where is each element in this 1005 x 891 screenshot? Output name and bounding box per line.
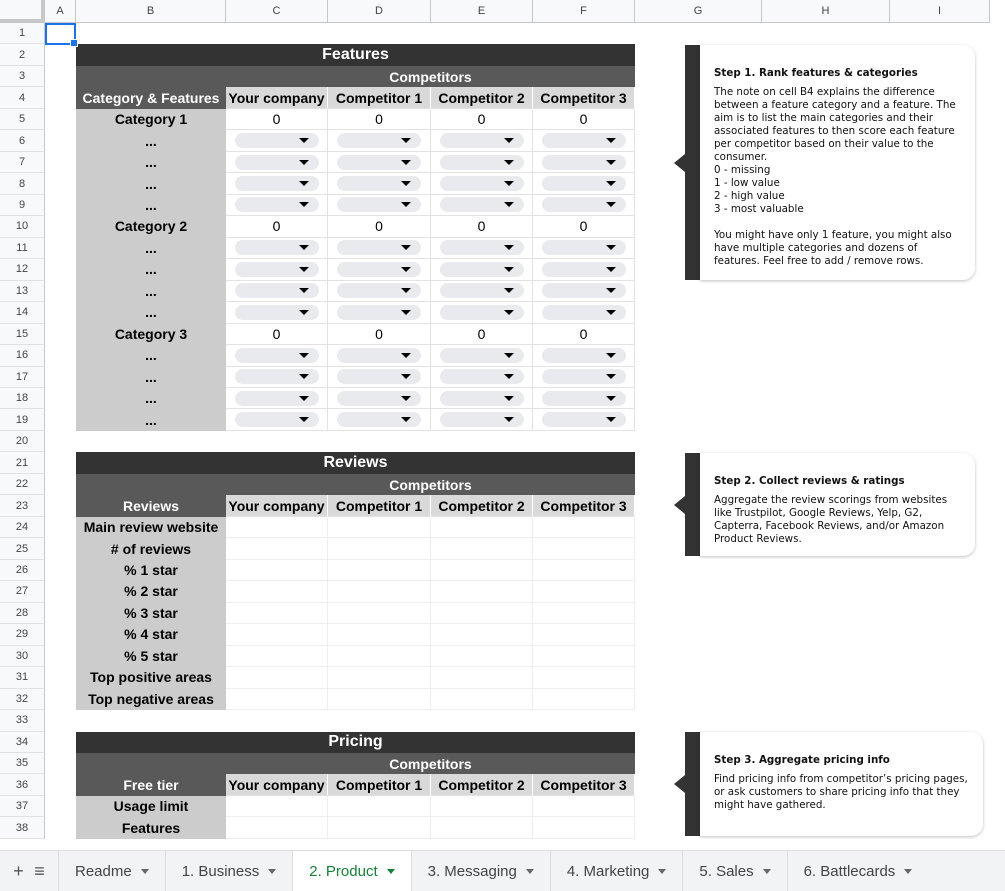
score-dropdown[interactable] <box>337 348 421 363</box>
row-header[interactable]: 7 <box>0 152 45 173</box>
metric-label[interactable]: Top positive areas <box>76 667 226 688</box>
sheet-tab[interactable] <box>682 851 786 891</box>
row-header[interactable]: 2 <box>0 44 45 65</box>
feature-score-cell[interactable] <box>533 388 635 409</box>
pointer-arrow-icon <box>674 496 685 514</box>
row-header[interactable]: 5 <box>0 109 45 130</box>
score-dropdown[interactable] <box>337 305 421 320</box>
category-score[interactable]: 0 <box>431 216 533 237</box>
row-header[interactable]: 20 <box>0 431 45 452</box>
value-cell[interactable] <box>431 581 533 602</box>
row-header[interactable]: 11 <box>0 238 45 259</box>
value-cell[interactable] <box>226 667 328 688</box>
sheet-tab-label: 2. Product <box>309 862 378 880</box>
category-score[interactable]: 0 <box>533 324 635 345</box>
value-cell[interactable] <box>226 517 328 538</box>
row-header[interactable]: 30 <box>0 646 45 667</box>
score-dropdown[interactable] <box>542 155 626 170</box>
category-score[interactable]: 0 <box>226 324 328 345</box>
feature-score-cell[interactable] <box>431 130 533 151</box>
feature-score-cell[interactable] <box>328 173 431 194</box>
value-cell[interactable] <box>533 689 635 710</box>
row-header-label: Free tier <box>76 774 226 795</box>
score-dropdown[interactable] <box>440 240 524 255</box>
row-header[interactable]: 33 <box>0 710 45 731</box>
feature-score-cell[interactable] <box>226 130 328 151</box>
score-dropdown[interactable] <box>542 176 626 191</box>
column-header-a[interactable]: A <box>45 0 76 23</box>
category-label[interactable]: Category 1 <box>76 109 226 130</box>
category-score[interactable]: 0 <box>328 216 431 237</box>
row-header[interactable]: 34 <box>0 732 45 753</box>
score-dropdown[interactable] <box>235 176 319 191</box>
category-score[interactable]: 0 <box>431 109 533 130</box>
value-cell[interactable] <box>226 646 328 667</box>
note-bar <box>685 732 700 836</box>
metric-label[interactable]: % 2 star <box>76 581 226 602</box>
competitor-column-header: Competitor 2 <box>431 87 533 108</box>
feature-score-cell[interactable] <box>431 302 533 323</box>
sheet-tab[interactable] <box>165 851 293 891</box>
metric-label[interactable]: Usage limit <box>76 796 226 817</box>
score-dropdown[interactable] <box>440 305 524 320</box>
competitors-label: Competitors <box>226 474 635 495</box>
value-cell[interactable] <box>533 538 635 559</box>
category-score[interactable]: 0 <box>328 324 431 345</box>
row-header[interactable]: 29 <box>0 624 45 645</box>
feature-label[interactable]: ... <box>76 238 226 259</box>
value-cell[interactable] <box>431 517 533 538</box>
value-cell[interactable] <box>431 560 533 581</box>
competitor-column-header: Competitor 2 <box>431 774 533 795</box>
feature-score-cell[interactable] <box>533 345 635 366</box>
value-cell[interactable] <box>533 646 635 667</box>
value-cell[interactable] <box>328 560 431 581</box>
feature-score-cell[interactable] <box>533 195 635 216</box>
score-dropdown[interactable] <box>337 176 421 191</box>
score-dropdown[interactable] <box>235 369 319 384</box>
competitor-column-header: Competitor 3 <box>533 87 635 108</box>
row-header[interactable]: 35 <box>0 753 45 774</box>
note-heading: Step 2. Collect reviews & ratings <box>714 475 905 487</box>
feature-label[interactable]: ... <box>76 173 226 194</box>
score-dropdown[interactable] <box>235 262 319 277</box>
score-dropdown[interactable] <box>440 283 524 298</box>
feature-label[interactable]: ... <box>76 281 226 302</box>
score-dropdown[interactable] <box>542 391 626 406</box>
value-cell[interactable] <box>328 624 431 645</box>
feature-score-cell[interactable] <box>431 259 533 280</box>
column-header-g[interactable]: G <box>635 0 762 23</box>
category-score[interactable]: 0 <box>533 216 635 237</box>
sheet-tab-bar <box>0 850 1005 891</box>
feature-score-cell[interactable] <box>226 195 328 216</box>
score-dropdown[interactable] <box>440 348 524 363</box>
value-cell[interactable] <box>533 796 635 817</box>
feature-score-cell[interactable] <box>431 367 533 388</box>
feature-score-cell[interactable] <box>431 173 533 194</box>
score-dropdown[interactable] <box>542 305 626 320</box>
note-bar <box>685 453 700 556</box>
score-dropdown[interactable] <box>440 133 524 148</box>
value-cell[interactable] <box>533 667 635 688</box>
metric-label[interactable]: % 3 star <box>76 603 226 624</box>
category-score[interactable]: 0 <box>328 109 431 130</box>
feature-score-cell[interactable] <box>431 195 533 216</box>
feature-score-cell[interactable] <box>226 281 328 302</box>
value-cell[interactable] <box>226 817 328 838</box>
value-cell[interactable] <box>226 560 328 581</box>
value-cell[interactable] <box>226 581 328 602</box>
score-dropdown[interactable] <box>440 391 524 406</box>
value-cell[interactable] <box>328 667 431 688</box>
value-cell[interactable] <box>431 689 533 710</box>
row-header[interactable]: 13 <box>0 281 45 302</box>
value-cell[interactable] <box>226 603 328 624</box>
feature-score-cell[interactable] <box>226 409 328 430</box>
row-header[interactable]: 26 <box>0 560 45 581</box>
note-body: The note on cell B4 explains the difference between a feature category and a feature. The aim is to list the main categories and their associated features to then score each feature per competitor based on their value to the consumer. 0 - missing 1 - low value 2 - high value 3 - most valuable You might have only 1 feature, you might also have multiple categories and dozens of features. Feel free to add / remove rows. <box>714 86 956 267</box>
row-header[interactable]: 6 <box>0 130 45 151</box>
sheet-tab[interactable] <box>58 851 165 891</box>
note-heading: Step 3. Aggregate pricing info <box>714 754 890 766</box>
score-dropdown[interactable] <box>542 348 626 363</box>
score-dropdown[interactable] <box>542 369 626 384</box>
value-cell[interactable] <box>226 624 328 645</box>
column-header-c[interactable]: C <box>226 0 328 23</box>
list-icon[interactable]: ≡ <box>34 860 45 881</box>
value-cell[interactable] <box>533 560 635 581</box>
row-header[interactable]: 37 <box>0 796 45 817</box>
note-step-1 <box>685 45 975 280</box>
value-cell[interactable] <box>328 603 431 624</box>
value-cell[interactable] <box>328 817 431 838</box>
row-header[interactable]: 36 <box>0 774 45 795</box>
feature-score-cell[interactable] <box>328 259 431 280</box>
feature-score-cell[interactable] <box>226 345 328 366</box>
feature-label[interactable]: ... <box>76 388 226 409</box>
score-dropdown[interactable] <box>337 155 421 170</box>
metric-label[interactable]: % 5 star <box>76 646 226 667</box>
note-bar <box>685 45 700 280</box>
score-dropdown[interactable] <box>542 240 626 255</box>
feature-score-cell[interactable] <box>226 367 328 388</box>
score-dropdown[interactable] <box>542 412 626 427</box>
competitor-column-header: Your company <box>226 87 328 108</box>
row-header[interactable]: 16 <box>0 345 45 366</box>
row-header[interactable]: 24 <box>0 517 45 538</box>
row-header-label: Reviews <box>76 495 226 516</box>
feature-score-cell[interactable] <box>328 409 431 430</box>
feature-label[interactable]: ... <box>76 367 226 388</box>
row-header[interactable]: 8 <box>0 173 45 194</box>
chevron-down-icon[interactable] <box>141 869 149 874</box>
score-dropdown[interactable] <box>235 283 319 298</box>
score-dropdown[interactable] <box>337 369 421 384</box>
score-dropdown[interactable] <box>337 133 421 148</box>
sheet-tab-label: 1. Business <box>181 862 260 880</box>
feature-score-cell[interactable] <box>328 367 431 388</box>
note-body: Find pricing info from competitor’s pricing pages, or ask customers to share pricing info that they might have gathered. <box>714 773 968 811</box>
score-dropdown[interactable] <box>337 197 421 212</box>
row-header[interactable]: 3 <box>0 66 45 87</box>
competitor-column-header: Competitor 1 <box>328 495 431 516</box>
pointer-arrow-icon <box>674 154 685 172</box>
category-score[interactable]: 0 <box>533 109 635 130</box>
score-dropdown[interactable] <box>440 155 524 170</box>
score-dropdown[interactable] <box>337 283 421 298</box>
feature-score-cell[interactable] <box>328 195 431 216</box>
feature-score-cell[interactable] <box>226 388 328 409</box>
score-dropdown[interactable] <box>440 262 524 277</box>
plus-icon[interactable]: + <box>13 860 24 881</box>
category-label[interactable]: Category 3 <box>76 324 226 345</box>
row-header[interactable]: 4 <box>0 87 45 108</box>
metric-label[interactable]: Top negative areas <box>76 689 226 710</box>
feature-score-cell[interactable] <box>328 238 431 259</box>
sheet-controls <box>0 851 58 891</box>
score-dropdown[interactable] <box>235 197 319 212</box>
feature-score-cell[interactable] <box>431 281 533 302</box>
row-header[interactable]: 12 <box>0 259 45 280</box>
score-dropdown[interactable] <box>235 391 319 406</box>
feature-score-cell[interactable] <box>431 152 533 173</box>
score-dropdown[interactable] <box>440 369 524 384</box>
value-cell[interactable] <box>328 517 431 538</box>
score-dropdown[interactable] <box>235 133 319 148</box>
value-cell[interactable] <box>328 796 431 817</box>
value-cell[interactable] <box>226 689 328 710</box>
section-title: Pricing <box>76 732 635 753</box>
metric-label[interactable]: Features <box>76 817 226 838</box>
value-cell[interactable] <box>533 517 635 538</box>
sheet-tab-label: 5. Sales <box>699 862 754 880</box>
score-dropdown[interactable] <box>235 155 319 170</box>
value-cell[interactable] <box>328 646 431 667</box>
score-dropdown[interactable] <box>337 412 421 427</box>
score-dropdown[interactable] <box>542 283 626 298</box>
chevron-down-icon[interactable] <box>763 869 771 874</box>
sheet-tab-label: 4. Marketing <box>566 862 650 880</box>
column-header-i[interactable]: I <box>890 0 990 23</box>
score-dropdown[interactable] <box>440 197 524 212</box>
sheet-tab-label: 6. Battlecards <box>803 862 896 880</box>
value-cell[interactable] <box>533 624 635 645</box>
chevron-down-icon[interactable] <box>387 869 395 874</box>
row-header[interactable]: 31 <box>0 667 45 688</box>
value-cell[interactable] <box>226 796 328 817</box>
feature-score-cell[interactable] <box>328 130 431 151</box>
feature-score-cell[interactable] <box>431 388 533 409</box>
feature-label[interactable]: ... <box>76 130 226 151</box>
column-header-h[interactable]: H <box>762 0 890 23</box>
feature-score-cell[interactable] <box>533 259 635 280</box>
competitor-column-header: Competitor 2 <box>431 495 533 516</box>
value-cell[interactable] <box>431 603 533 624</box>
score-dropdown[interactable] <box>542 262 626 277</box>
value-cell[interactable] <box>533 581 635 602</box>
row-header[interactable]: 18 <box>0 388 45 409</box>
row-header[interactable]: 1 <box>0 23 45 44</box>
note-step-3 <box>685 732 983 836</box>
feature-score-cell[interactable] <box>431 409 533 430</box>
value-cell[interactable] <box>431 646 533 667</box>
category-score[interactable]: 0 <box>226 109 328 130</box>
score-dropdown[interactable] <box>235 305 319 320</box>
section-title: Reviews <box>76 452 635 473</box>
note-body: Aggregate the review scorings from websites like Trustpilot, Google Reviews, Yelp, G2, Capterra, Facebook Reviews, and/or Amazon Product Reviews. <box>714 494 948 545</box>
competitor-column-header: Competitor 3 <box>533 774 635 795</box>
column-header-f[interactable]: F <box>533 0 635 23</box>
feature-score-cell[interactable] <box>226 259 328 280</box>
sheet-tab[interactable] <box>292 851 410 891</box>
feature-score-cell[interactable] <box>533 281 635 302</box>
sheet-tab[interactable] <box>787 851 929 891</box>
chevron-down-icon[interactable] <box>526 869 534 874</box>
row-header[interactable]: 17 <box>0 367 45 388</box>
feature-score-cell[interactable] <box>431 238 533 259</box>
feature-label[interactable]: ... <box>76 152 226 173</box>
row-header[interactable]: 21 <box>0 452 45 473</box>
row-header[interactable]: 22 <box>0 474 45 495</box>
score-dropdown[interactable] <box>235 240 319 255</box>
feature-score-cell[interactable] <box>328 345 431 366</box>
feature-label[interactable]: ... <box>76 195 226 216</box>
feature-score-cell[interactable] <box>226 238 328 259</box>
feature-label[interactable]: ... <box>76 302 226 323</box>
feature-score-cell[interactable] <box>226 173 328 194</box>
sheet-tab-label: 3. Messaging <box>427 862 517 880</box>
section-title: Features <box>76 44 635 65</box>
sheet-tab[interactable] <box>411 851 550 891</box>
feature-score-cell[interactable] <box>431 345 533 366</box>
column-header-e[interactable]: E <box>431 0 533 23</box>
row-header[interactable]: 32 <box>0 689 45 710</box>
metric-label[interactable]: % 1 star <box>76 560 226 581</box>
score-dropdown[interactable] <box>337 240 421 255</box>
value-cell[interactable] <box>328 689 431 710</box>
metric-label[interactable]: Main review website <box>76 517 226 538</box>
feature-label[interactable]: ... <box>76 409 226 430</box>
feature-score-cell[interactable] <box>533 409 635 430</box>
pointer-arrow-icon <box>674 775 685 793</box>
category-label[interactable]: Category 2 <box>76 216 226 237</box>
chevron-down-icon[interactable] <box>904 869 912 874</box>
row-header[interactable]: 10 <box>0 216 45 237</box>
value-cell[interactable] <box>431 667 533 688</box>
row-header[interactable]: 15 <box>0 324 45 345</box>
note-heading: Step 1. Rank features & categories <box>714 67 918 79</box>
row-header[interactable]: 14 <box>0 302 45 323</box>
value-cell[interactable] <box>533 603 635 624</box>
competitors-label: Competitors <box>226 66 635 87</box>
sheet-tab[interactable] <box>550 851 683 891</box>
feature-score-cell[interactable] <box>533 367 635 388</box>
score-dropdown[interactable] <box>235 348 319 363</box>
value-cell[interactable] <box>431 624 533 645</box>
score-dropdown[interactable] <box>337 262 421 277</box>
competitor-column-header: Your company <box>226 495 328 516</box>
select-all-corner[interactable] <box>0 0 45 23</box>
value-cell[interactable] <box>533 817 635 838</box>
row-header[interactable]: 27 <box>0 581 45 602</box>
value-cell[interactable] <box>328 538 431 559</box>
competitor-column-header: Competitor 1 <box>328 87 431 108</box>
column-header-b[interactable]: B <box>76 0 226 23</box>
chevron-down-icon[interactable] <box>658 869 666 874</box>
feature-label[interactable]: ... <box>76 259 226 280</box>
competitor-column-header: Competitor 3 <box>533 495 635 516</box>
row-header[interactable]: 23 <box>0 495 45 516</box>
feature-score-cell[interactable] <box>226 302 328 323</box>
feature-score-cell[interactable] <box>533 130 635 151</box>
score-dropdown[interactable] <box>235 412 319 427</box>
chevron-down-icon[interactable] <box>268 869 276 874</box>
feature-score-cell[interactable] <box>328 281 431 302</box>
competitors-label: Competitors <box>226 753 635 774</box>
category-score[interactable]: 0 <box>431 324 533 345</box>
category-score[interactable]: 0 <box>226 216 328 237</box>
row-header[interactable]: 9 <box>0 195 45 216</box>
competitor-column-header: Competitor 1 <box>328 774 431 795</box>
value-cell[interactable] <box>431 538 533 559</box>
metric-label[interactable]: % 4 star <box>76 624 226 645</box>
competitor-column-header: Your company <box>226 774 328 795</box>
selected-cell-a1[interactable] <box>45 23 76 45</box>
feature-score-cell[interactable] <box>533 152 635 173</box>
score-dropdown[interactable] <box>542 133 626 148</box>
feature-score-cell[interactable] <box>328 152 431 173</box>
score-dropdown[interactable] <box>542 197 626 212</box>
row-header[interactable]: 38 <box>0 817 45 838</box>
column-header-d[interactable]: D <box>328 0 431 23</box>
metric-label[interactable]: # of reviews <box>76 538 226 559</box>
value-cell[interactable] <box>431 817 533 838</box>
value-cell[interactable] <box>431 796 533 817</box>
value-cell[interactable] <box>226 538 328 559</box>
feature-score-cell[interactable] <box>533 238 635 259</box>
row-header-label: Category & Features <box>76 87 226 108</box>
note-step-2 <box>685 453 975 556</box>
value-cell[interactable] <box>328 581 431 602</box>
score-dropdown[interactable] <box>440 412 524 427</box>
sheet-tab-label: Readme <box>75 862 132 880</box>
feature-score-cell[interactable] <box>328 302 431 323</box>
score-dropdown[interactable] <box>440 176 524 191</box>
row-header[interactable]: 19 <box>0 409 45 430</box>
row-header[interactable]: 25 <box>0 538 45 559</box>
row-header[interactable]: 28 <box>0 603 45 624</box>
feature-score-cell[interactable] <box>533 173 635 194</box>
score-dropdown[interactable] <box>337 391 421 406</box>
feature-score-cell[interactable] <box>226 152 328 173</box>
feature-score-cell[interactable] <box>328 388 431 409</box>
feature-score-cell[interactable] <box>533 302 635 323</box>
feature-label[interactable]: ... <box>76 345 226 366</box>
